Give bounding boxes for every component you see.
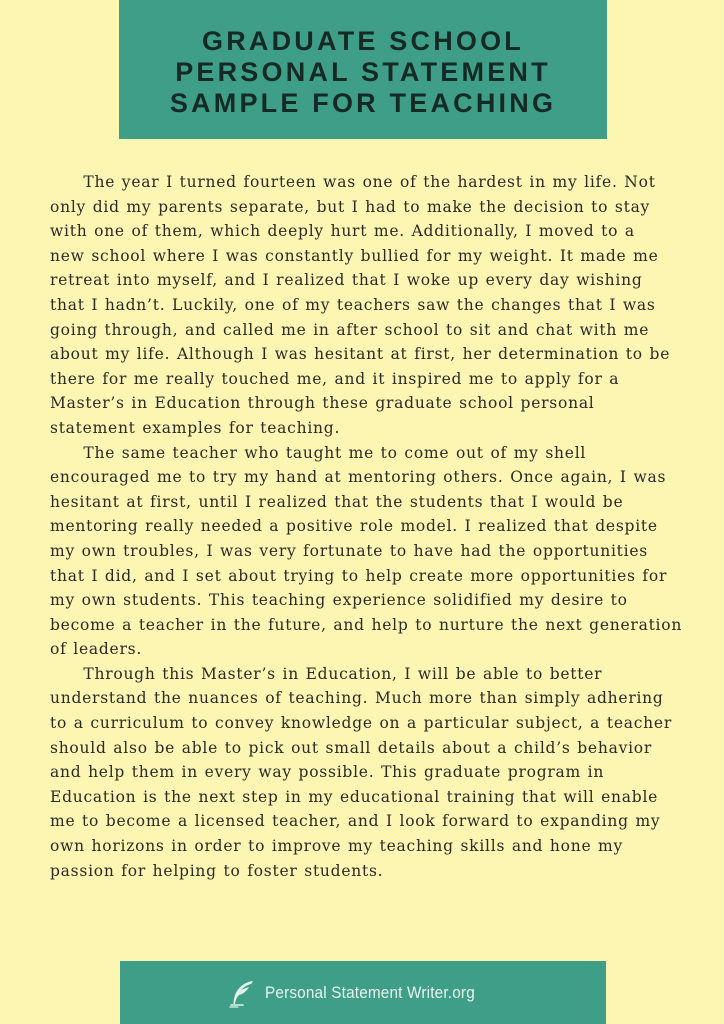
body-line: passion for helping to foster students. <box>50 861 384 880</box>
footer-logo <box>227 978 498 1008</box>
body-line: encouraged me to try my hand at mentoring others. Once again, I was <box>50 468 667 487</box>
body-line: there for me really touched me, and it inspired me to apply for a <box>50 369 620 388</box>
body-line: should also be able to pick out small details about a child’s behavior <box>50 738 653 757</box>
body-line: to a curriculum to convey knowledge on a particular subject, a teacher <box>50 714 672 733</box>
title-line-3: SAMPLE FOR TEACHING <box>169 88 557 118</box>
body-line: me to become a licensed teacher, and I look forward to expanding my <box>50 812 661 831</box>
title-banner <box>119 0 607 139</box>
body-line: my own troubles, I was very fortunate to have had the opportunities <box>50 541 648 560</box>
body-line: that I hadn’t. Luckily, one of my teachers saw the changes that I was <box>50 295 656 314</box>
footer-banner <box>120 961 606 1024</box>
body-line: only did my parents separate, but I had to make the decision to stay <box>50 197 651 216</box>
body-line: statement examples for teaching. <box>50 418 341 437</box>
statement-body <box>50 170 690 883</box>
body-line: new school where I was constantly bullied for my weight. It made me <box>50 246 659 265</box>
body-line: hesitant at first, until I realized that the students that I would be <box>50 492 624 511</box>
body-line: going through, and called me in after school to sit and chat with me <box>50 320 650 339</box>
body-line: become a teacher in the future, and help to nurture the next generation <box>50 615 683 634</box>
body-line: understand the nuances of teaching. Much more than simply adhering <box>50 689 664 708</box>
body-line: own horizons in order to improve my teaching skills and hone my <box>50 837 624 856</box>
title-line-1: GRADUATE SCHOOL <box>202 26 524 56</box>
quill-icon <box>227 978 257 1008</box>
title-line-2: PERSONAL STATEMENT <box>175 57 551 87</box>
brand-name: Personal Statement Writer.org <box>265 982 476 1002</box>
body-line: retreat into myself, and I realized that I woke up every day wishing <box>50 271 643 290</box>
body-line: that I did, and I set about trying to help create more opportunities for <box>50 566 668 585</box>
body-line: The same teacher who taught me to come out of my shell <box>50 443 587 462</box>
body-line: Education is the next step in my educational training that will enable <box>50 787 659 806</box>
body-line: and help them in every way possible. This graduate program in <box>50 763 605 782</box>
body-line: The year I turned fourteen was one of the hardest in my life. Not <box>50 173 656 191</box>
body-line: Through this Master’s in Education, I will be able to better <box>50 664 603 683</box>
body-line: about my life. Although I was hesitant at first, her determination to be <box>50 345 671 364</box>
body-line: my own students. This teaching experience solidified my desire to <box>50 591 628 610</box>
body-line: of leaders. <box>50 640 143 659</box>
body-line: mentoring really needed a positive role model. I realized that despite <box>50 517 658 536</box>
body-line: with one of them, which deeply hurt me. Additionally, I moved to a <box>50 222 635 241</box>
body-line: Master’s in Education through these graduate school personal <box>50 394 595 413</box>
